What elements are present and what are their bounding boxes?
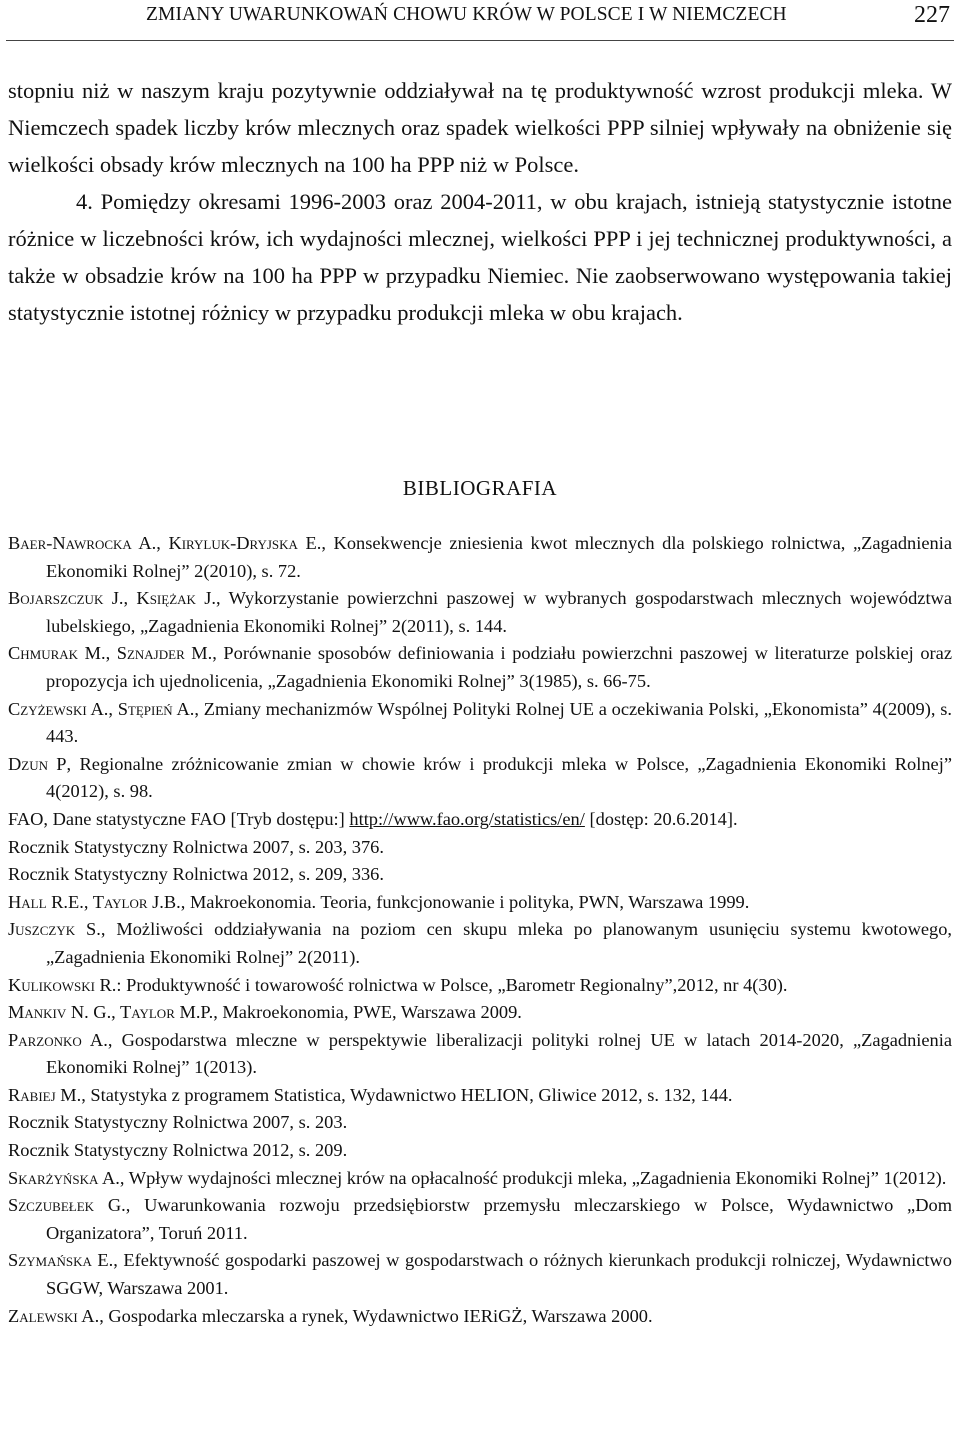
bibliography-entry: [8, 1192, 952, 1247]
entry-authors: Juszczyk S.: [8, 919, 101, 940]
bibliography-entry: [8, 889, 952, 917]
entry-details: FAO, Dane statystyczne FAO [Tryb dostępu:]: [8, 808, 350, 829]
entry-authors: Hall R.E., Taylor J.B.: [8, 891, 181, 912]
entry-details: , Regionalne zróżnicowanie zmian w chowie krów i produkcji mleka w Polsce, „Zagadnienia Ekonomiki Rolnej” 4(2012), s. 98.: [46, 753, 952, 802]
body-text: [8, 72, 952, 331]
entry-details: , Możliwości oddziaływania na poziom cen skupu mleka po planowanym usunięciu systemu kwotowego, „Zagadnienia Ekonomiki Rolnej” 2(2011).: [46, 919, 952, 967]
entry-details: [dostęp: 20.6.2014].: [584, 808, 738, 829]
bibliography-entry: [8, 530, 952, 585]
entry-authors: Chmurak M., Sznajder M.: [8, 643, 213, 664]
entry-authors: Czyżewski A., Stępień A.: [8, 698, 195, 719]
bibliography-entry: [8, 916, 952, 971]
bibliography-entry: [8, 972, 952, 1000]
bibliography-entry: [8, 1082, 952, 1110]
paragraph: 4. Pomiędzy okresami 1996-2003 oraz 2004-2011, w obu krajach, istnieją statystycznie istotne różnice w liczebności krów, ich wydajności mlecznej, wielkości PPP i jej technicznej produktywności, a także w obsadzie krów na 100 ha PPP w przypadku Niemiec. Nie zaobserwowano występowania takiej statystycznie istotnej różnicy w przypadku produkcji mleka w obu krajach.: [8, 189, 952, 325]
running-header: [6, 0, 954, 41]
entry-details: , Konsekwencje zniesienia kwot mlecznych dla polskiego rolnictwa, „Zagadnienia Ekonomiki Rolnej” 2(2010), s. 72.: [46, 533, 952, 581]
entry-details: Rocznik Statystyczny Rolnictwa 2007, s. 203.: [8, 1112, 348, 1133]
bibliography-entry: [8, 696, 952, 751]
entry-authors: Parzonko A.: [8, 1029, 108, 1050]
entry-authors: Baer-Nawrocka A., Kiryluk-Dryjska E.: [8, 533, 322, 553]
entry-details: , Wpływ wydajności mlecznej krów na opłacalność produkcji mleka, „Zagadnienia Ekonomiki Rolnej” 1(2012).: [119, 1167, 947, 1188]
bibliography-entry: [8, 751, 952, 806]
entry-details: , Zmiany mechanizmów Wspólnej Polityki Rolnej UE a oczekiwania Polski, „Ekonomista” 4(2009), s. 443.: [46, 698, 952, 747]
entry-details: , Gospodarstwa mleczne w perspektywie liberalizacji polityki rolnej UE w latach 2014-2020, „Zagadnienia Ekonomiki Rolnej” 1(2013).: [46, 1029, 953, 1078]
bibliography-list: [8, 530, 952, 1330]
running-title: ZMIANY UWARUNKOWAŃ CHOWU KRÓW W POLSCE I W NIEMCZECH: [146, 4, 787, 25]
bibliography-entry: [8, 1247, 952, 1302]
entry-details: , Efektywność gospodarki paszowej w gospodarstwach o różnych kierunkach produkcji rolniczej, Wydawnictwo SGGW, Warszawa 2001.: [46, 1250, 952, 1299]
bibliography-entry: [8, 1137, 952, 1165]
page-number: 227: [914, 2, 950, 28]
entry-authors: Szymańska E.: [8, 1250, 114, 1271]
bibliography-entry: [8, 999, 952, 1027]
entry-authors: Bojarszczuk J., Księżak J.: [8, 588, 217, 609]
bibliography-entry: [8, 1027, 952, 1082]
entry-authors: Rabiej M.: [8, 1084, 82, 1105]
entry-authors: Zalewski A.: [8, 1305, 100, 1326]
entry-details: , Gospodarka mleczarska a rynek, Wydawnictwo IERiGŻ, Warszawa 2000.: [99, 1305, 653, 1326]
entry-details: Rocznik Statystyczny Rolnictwa 2007, s. 203, 376.: [8, 836, 384, 857]
fao-statistics-link[interactable]: http://www.fao.org/statistics/en/: [349, 808, 585, 829]
bibliography-entry: [8, 640, 952, 695]
entry-authors: Dzun P: [8, 753, 67, 774]
entry-authors: Szczubełek G.: [8, 1195, 126, 1216]
bibliography-entry: [8, 834, 952, 862]
bibliography-entry: [8, 1109, 952, 1137]
paragraph: stopniu niż w naszym kraju pozytywnie oddziaływał na tę produktywność wzrost produkcji mleka. W Niemczech spadek liczby krów mlecznych oraz spadek wielkości PPP silniej wpływały na obniżenie się wielkości obsady krów mlecznych na 100 ha PPP niż w Polsce.: [8, 78, 952, 177]
entry-authors: Kulikowski R.: [8, 974, 117, 995]
bibliography-entry: [8, 1303, 952, 1331]
entry-details: , Porównanie sposobów definiowania i podziału powierzchni paszowej w literaturze polskiej oraz propozycja ich ujednolicenia, „Zagadnienia Ekonomiki Rolnej” 3(1985), s. 66-75.: [46, 643, 952, 691]
bibliography-entry: [8, 1165, 952, 1193]
entry-details: , Wykorzystanie powierzchni paszowej w wybranych gospodarstwach mlecznych województwa lubelskiego, „Zagadnienia Ekonomiki Rolnej” 2(2011), s. 144.: [46, 588, 952, 636]
entry-details: : Produktywność i towarowość rolnictwa w Polsce, „Barometr Regionalny”,2012, nr 4(30).: [116, 974, 788, 995]
bibliography-heading: BIBLIOGRAFIA: [402, 476, 558, 500]
entry-authors: Mankiv N. G., Taylor M.P.: [8, 1002, 214, 1023]
bibliography-entry: [8, 806, 952, 834]
bibliography-entry: [8, 585, 952, 640]
entry-details: , Makroekonomia. Teoria, funkcjonowanie i polityka, PWN, Warszawa 1999.: [180, 891, 750, 912]
entry-details: Rocznik Statystyczny Rolnictwa 2012, s. 209, 336.: [8, 864, 384, 885]
entry-details: , Makroekonomia, PWE, Warszawa 2009.: [213, 1002, 522, 1023]
bibliography-entry: [8, 861, 952, 889]
entry-details: , Statystyka z programem Statistica, Wydawnictwo HELION, Gliwice 2012, s. 132, 144.: [81, 1084, 733, 1105]
entry-authors: Skarżyńska A.: [8, 1167, 120, 1188]
entry-details: , Uwarunkowania rozwoju przedsiębiorstw przemysłu mleczarskiego w Polsce, Wydawnictwo „Dom Organizatora”, Toruń 2011.: [46, 1195, 953, 1243]
entry-details: Rocznik Statystyczny Rolnictwa 2012, s. 209.: [8, 1140, 348, 1161]
